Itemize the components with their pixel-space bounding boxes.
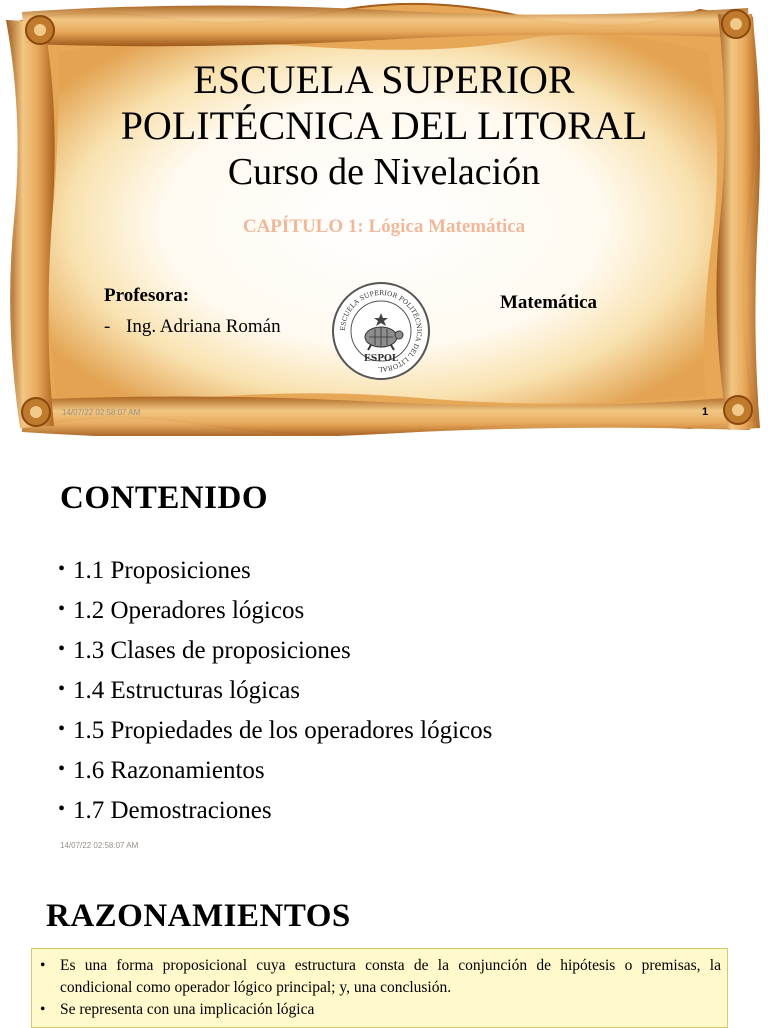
seal-center-text: ESPOL	[363, 354, 399, 364]
slide-date: 14/07/22 02:58:07 AM	[60, 841, 139, 850]
contents-title: CONTENIDO	[60, 480, 269, 516]
reasoning-title: RAZONAMIENTOS	[46, 898, 351, 934]
bullet-icon: •	[58, 758, 66, 780]
contents-list	[58, 550, 492, 830]
list-item: • 1.5 Propiedades de los operadores lógicos	[58, 710, 492, 750]
professor-dash: -	[104, 316, 111, 337]
list-item: • Es una forma proposicional cuya estructura consta de la conjunción de hipótesis o premisas, la condicional como operador lógico principal; y, una conclusión.	[40, 957, 721, 996]
professor-name-row	[104, 316, 281, 338]
contents-slide	[0, 444, 768, 864]
list-item: • 1.4 Estructuras lógicas	[58, 670, 492, 710]
bullet-icon: •	[58, 798, 66, 820]
institution-title-line2: POLITÉCNICA DEL LITORAL	[120, 103, 648, 148]
list-item: • 1.1 Proposiciones	[58, 550, 492, 590]
list-item: • Se representa con una implicación lógica	[38, 999, 721, 1021]
bullet-icon: •	[40, 1001, 46, 1018]
espol-seal-logo	[331, 281, 431, 381]
subject-label: Matemática	[500, 292, 598, 313]
title-slide	[0, 0, 768, 436]
professor-label: Profesora:	[104, 285, 190, 306]
professor-name: Ing. Adriana Román	[126, 316, 281, 337]
list-item: • 1.2 Operadores lógicos	[58, 590, 492, 630]
institution-title-line1: ESCUELA SUPERIOR	[193, 57, 575, 102]
seal-ring-text: ESCUELA SUPERIOR POLITÉCNICA DEL LITORAL	[338, 288, 424, 374]
bullet-icon: •	[58, 598, 66, 620]
list-item: • 1.7 Demostraciones	[58, 790, 492, 830]
list-item: • 1.3 Clases de proposiciones	[58, 630, 492, 670]
reasoning-slide	[0, 880, 768, 1024]
bullet-icon: •	[58, 558, 66, 580]
bullet-icon: •	[58, 638, 66, 660]
bullet-icon: •	[40, 957, 46, 974]
course-title: Curso de Nivelación	[227, 151, 541, 193]
bullet-icon: •	[58, 718, 66, 740]
bullet-icon: •	[58, 678, 66, 700]
chapter-subtitle: CAPÍTULO 1: Lógica Matemática	[242, 216, 526, 237]
slide-date: 14/07/22 02:58:07 AM	[62, 408, 141, 417]
slide-number: 1	[702, 406, 709, 418]
list-item: • 1.6 Razonamientos	[58, 750, 492, 790]
definition-box	[31, 948, 728, 1028]
